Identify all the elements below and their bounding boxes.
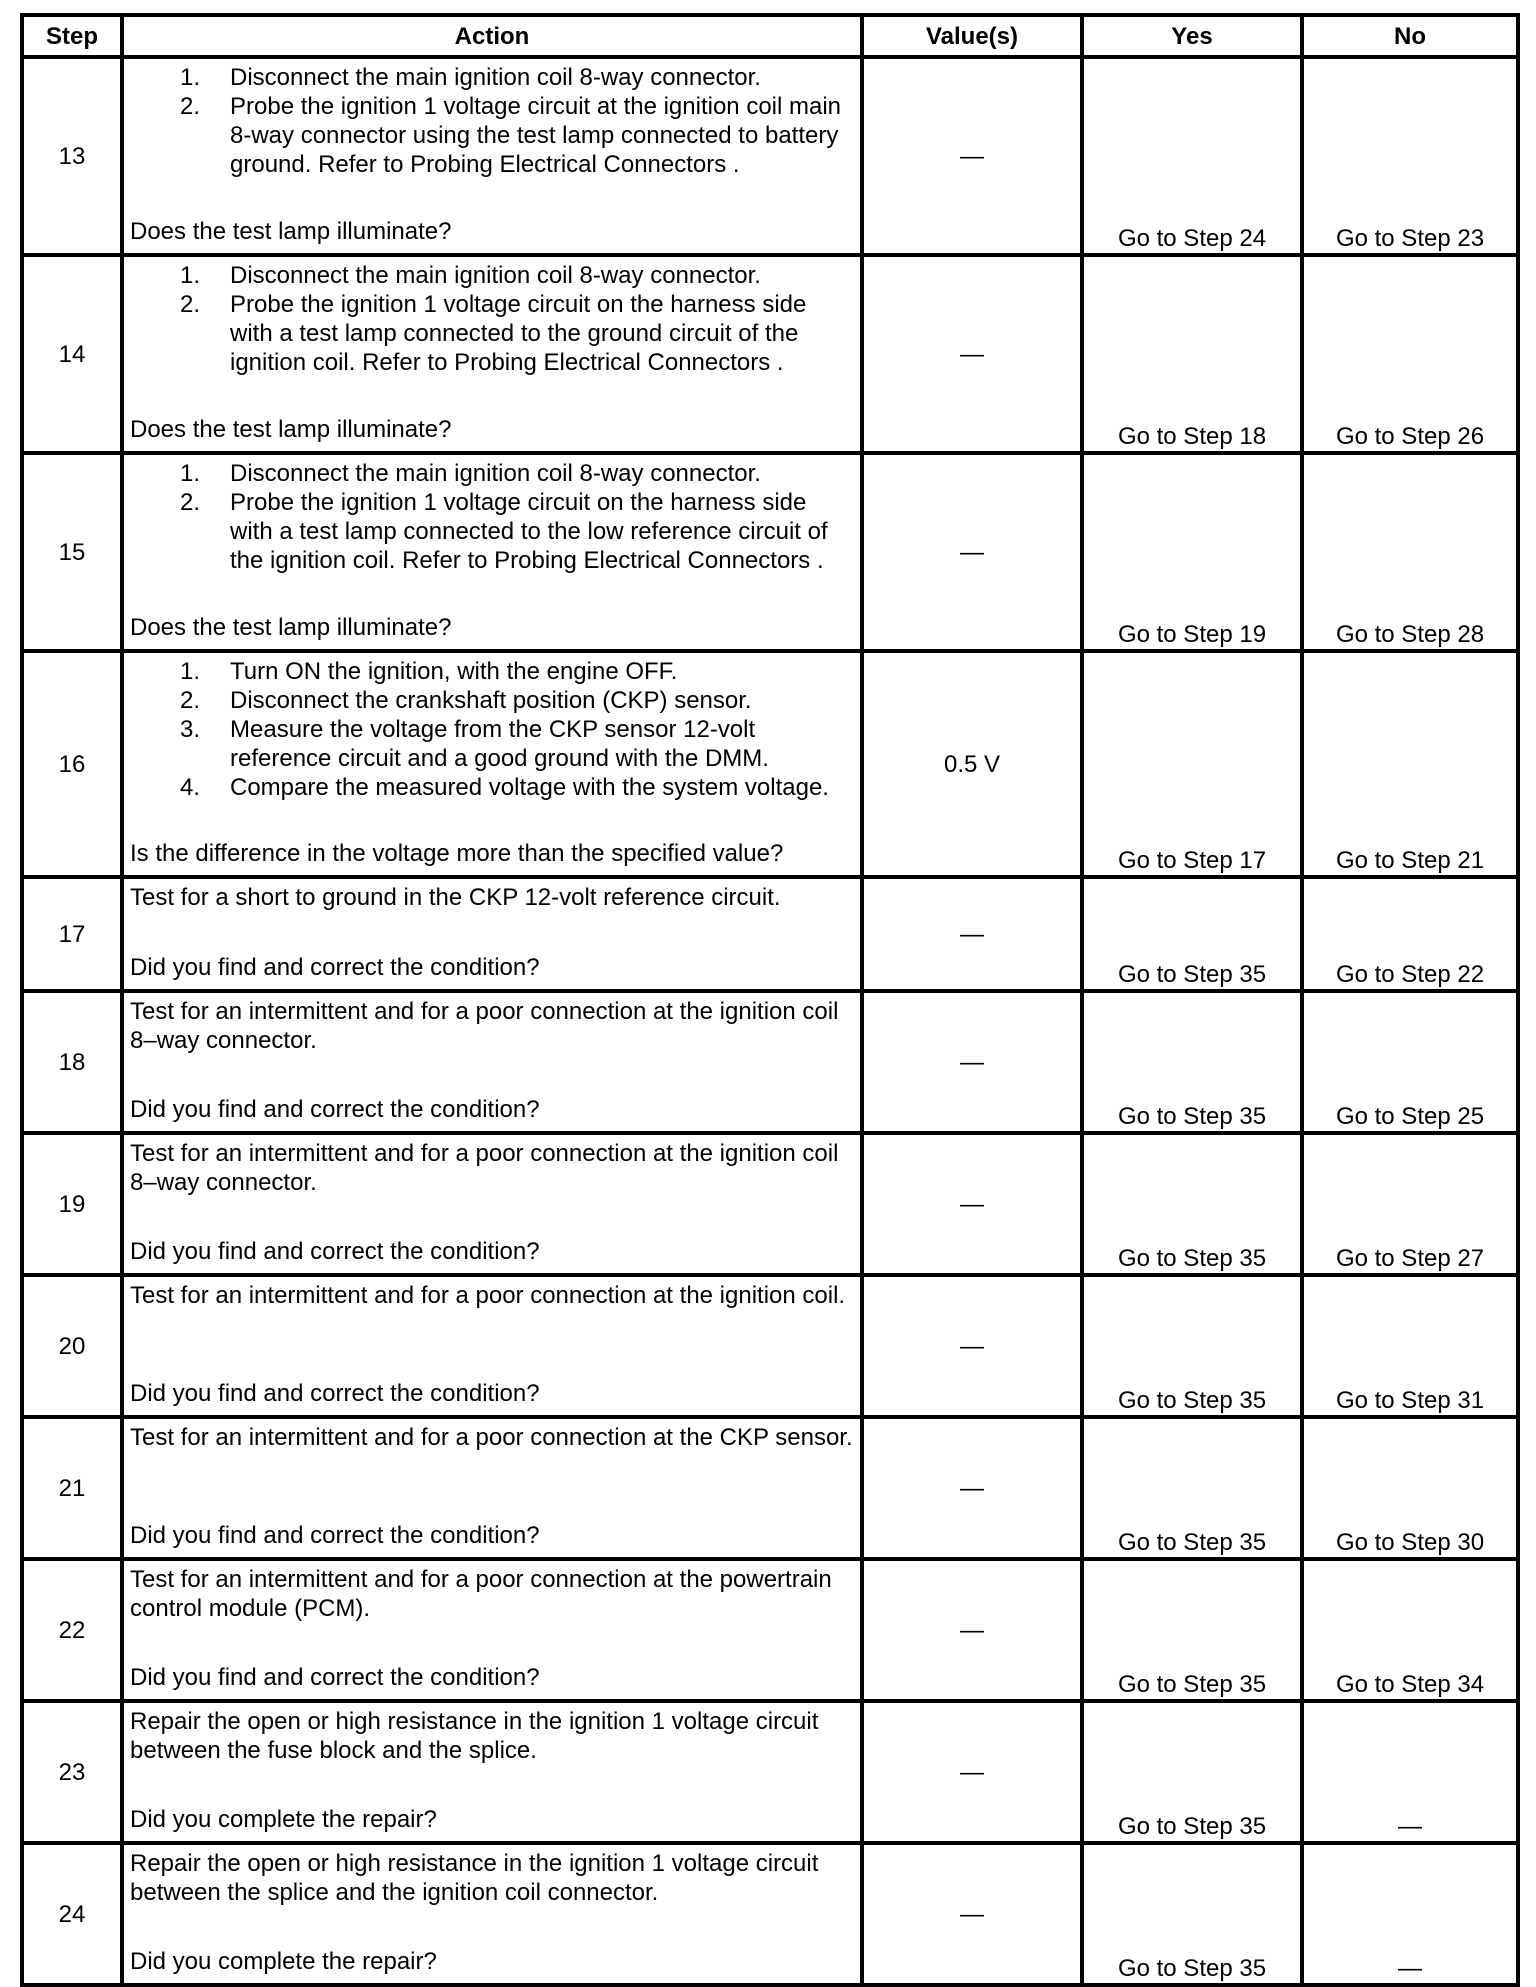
table-row <box>22 1417 1518 1559</box>
step-number: 16 <box>22 651 122 877</box>
action-instructions <box>130 1281 854 1310</box>
list-item-number: 1. <box>180 460 201 487</box>
step-number: 15 <box>22 453 122 651</box>
list-item-number: 2. <box>180 687 201 714</box>
action-question: Did you complete the repair? <box>130 1948 437 1975</box>
header-row <box>22 15 1518 57</box>
list-item <box>130 686 854 715</box>
action-steps-list <box>130 657 854 802</box>
list-item <box>130 459 854 488</box>
value-cell: — <box>862 1417 1082 1559</box>
step-number: 14 <box>22 255 122 453</box>
step-number: 13 <box>22 57 122 255</box>
yes-cell: Go to Step 35 <box>1082 1701 1302 1843</box>
step-number: 19 <box>22 1133 122 1275</box>
yes-cell: Go to Step 17 <box>1082 651 1302 877</box>
action-question: Did you find and correct the condition? <box>130 1664 540 1691</box>
value-cell: — <box>862 991 1082 1133</box>
table-row <box>22 255 1518 453</box>
table-row <box>22 1275 1518 1417</box>
yes-cell: Go to Step 24 <box>1082 57 1302 255</box>
action-instructions <box>130 1849 854 1907</box>
table-row <box>22 57 1518 255</box>
header-no: No <box>1302 15 1518 57</box>
action-instructions <box>130 883 854 912</box>
value-cell: 0.5 V <box>862 651 1082 877</box>
action-cell <box>122 1843 862 1985</box>
action-text: Test for a short to ground in the CKP 12-volt reference circuit. <box>130 884 781 911</box>
action-instructions <box>130 657 854 802</box>
table-row <box>22 1701 1518 1843</box>
table-row <box>22 1559 1518 1701</box>
step-number: 22 <box>22 1559 122 1701</box>
list-item-text: Disconnect the main ignition coil 8-way connector. <box>230 262 761 289</box>
action-instructions <box>130 997 854 1055</box>
value-cell: — <box>862 57 1082 255</box>
action-question: Did you find and correct the condition? <box>130 1238 540 1265</box>
step-number: 21 <box>22 1417 122 1559</box>
table-row <box>22 453 1518 651</box>
yes-cell: Go to Step 18 <box>1082 255 1302 453</box>
action-cell <box>122 991 862 1133</box>
header-action: Action <box>122 15 862 57</box>
value-cell: — <box>862 453 1082 651</box>
action-cell <box>122 1133 862 1275</box>
action-question: Did you find and correct the condition? <box>130 1096 540 1123</box>
no-cell: Go to Step 30 <box>1302 1417 1518 1559</box>
list-item-text: Disconnect the main ignition coil 8-way connector. <box>230 64 761 91</box>
yes-cell: Go to Step 35 <box>1082 1133 1302 1275</box>
action-cell <box>122 255 862 453</box>
diagnostic-table-page <box>20 13 1516 1987</box>
action-content <box>124 879 860 985</box>
table-body <box>22 57 1518 1985</box>
list-item <box>130 773 854 802</box>
no-cell: Go to Step 27 <box>1302 1133 1518 1275</box>
list-item <box>130 715 854 773</box>
action-instructions <box>130 1565 854 1623</box>
action-cell <box>122 1417 862 1559</box>
table-row <box>22 1133 1518 1275</box>
action-cell <box>122 57 862 255</box>
table-row <box>22 991 1518 1133</box>
step-number: 20 <box>22 1275 122 1417</box>
value-cell: — <box>862 255 1082 453</box>
action-text: Repair the open or high resistance in the ignition 1 voltage circuit between the fuse block and the splice. <box>130 1708 819 1764</box>
action-question: Did you find and correct the condition? <box>130 1380 540 1407</box>
action-text: Test for an intermittent and for a poor connection at the ignition coil 8–way connector. <box>130 998 839 1054</box>
action-content <box>124 1845 860 1979</box>
list-item <box>130 261 854 290</box>
action-instructions <box>130 1423 854 1452</box>
no-cell: Go to Step 21 <box>1302 651 1518 877</box>
list-item-number: 3. <box>180 716 201 743</box>
list-item-text: Measure the voltage from the CKP sensor 12-volt reference circuit and a good ground with the DMM. <box>230 716 769 772</box>
action-instructions <box>130 459 854 575</box>
yes-cell: Go to Step 35 <box>1082 1559 1302 1701</box>
step-number: 24 <box>22 1843 122 1985</box>
no-cell: Go to Step 28 <box>1302 453 1518 651</box>
action-content <box>124 1277 860 1411</box>
action-text: Test for an intermittent and for a poor connection at the CKP sensor. <box>130 1424 853 1451</box>
action-question: Does the test lamp illuminate? <box>130 614 452 641</box>
header-values: Value(s) <box>862 15 1082 57</box>
list-item-text: Probe the ignition 1 voltage circuit at the ignition coil main 8-way connector using the test lamp connected to battery ground. Refer to Probing Electrical Connectors . <box>230 93 842 178</box>
action-question: Does the test lamp illuminate? <box>130 416 452 443</box>
table-row <box>22 1843 1518 1985</box>
no-cell: Go to Step 23 <box>1302 57 1518 255</box>
yes-cell: Go to Step 35 <box>1082 991 1302 1133</box>
table-row <box>22 877 1518 991</box>
value-cell: — <box>862 1275 1082 1417</box>
list-item-number: 2. <box>180 291 201 318</box>
header-step: Step <box>22 15 122 57</box>
list-item-text: Probe the ignition 1 voltage circuit on the harness side with a test lamp connected to the low reference circuit of the ignition coil. Refer to Probing Electrical Connectors . <box>230 489 828 574</box>
action-steps-list <box>130 63 854 179</box>
step-number: 17 <box>22 877 122 991</box>
action-instructions <box>130 261 854 377</box>
list-item-number: 2. <box>180 93 201 120</box>
action-content <box>124 257 860 447</box>
list-item-text: Probe the ignition 1 voltage circuit on the harness side with a test lamp connected to the ground circuit of the ignition coil. Refer to Probing Electrical Connectors . <box>230 291 807 376</box>
step-number: 23 <box>22 1701 122 1843</box>
action-question: Did you find and correct the condition? <box>130 1522 540 1549</box>
diagnostic-table <box>20 13 1520 1987</box>
action-content <box>124 1135 860 1269</box>
step-number: 18 <box>22 991 122 1133</box>
table-row <box>22 651 1518 877</box>
action-cell <box>122 453 862 651</box>
no-cell: Go to Step 25 <box>1302 991 1518 1133</box>
list-item-text: Disconnect the main ignition coil 8-way connector. <box>230 460 761 487</box>
action-steps-list <box>130 459 854 575</box>
no-cell: Go to Step 26 <box>1302 255 1518 453</box>
value-cell: — <box>862 1701 1082 1843</box>
value-cell: — <box>862 877 1082 991</box>
action-question: Did you find and correct the condition? <box>130 954 540 981</box>
action-cell <box>122 1275 862 1417</box>
header-yes: Yes <box>1082 15 1302 57</box>
no-cell: — <box>1302 1701 1518 1843</box>
action-instructions <box>130 63 854 179</box>
yes-cell: Go to Step 19 <box>1082 453 1302 651</box>
list-item <box>130 290 854 377</box>
action-text: Repair the open or high resistance in the ignition 1 voltage circuit between the splice and the ignition coil connector. <box>130 1850 819 1906</box>
list-item-text: Compare the measured voltage with the system voltage. <box>230 774 829 801</box>
value-cell: — <box>862 1133 1082 1275</box>
action-steps-list <box>130 261 854 377</box>
action-text: Test for an intermittent and for a poor connection at the ignition coil. <box>130 1282 846 1309</box>
action-content <box>124 455 860 645</box>
action-cell <box>122 651 862 877</box>
action-instructions <box>130 1139 854 1197</box>
action-content <box>124 59 860 249</box>
action-question: Does the test lamp illuminate? <box>130 218 452 245</box>
list-item <box>130 657 854 686</box>
action-content <box>124 1561 860 1695</box>
action-content <box>124 653 860 871</box>
yes-cell: Go to Step 35 <box>1082 1843 1302 1985</box>
action-question: Did you complete the repair? <box>130 1806 437 1833</box>
action-content <box>124 993 860 1127</box>
action-text: Test for an intermittent and for a poor connection at the ignition coil 8–way connector. <box>130 1140 839 1196</box>
no-cell: Go to Step 34 <box>1302 1559 1518 1701</box>
action-cell <box>122 1701 862 1843</box>
no-cell: Go to Step 31 <box>1302 1275 1518 1417</box>
list-item-number: 1. <box>180 64 201 91</box>
action-content <box>124 1419 860 1553</box>
action-cell <box>122 877 862 991</box>
list-item-number: 4. <box>180 774 201 801</box>
action-instructions <box>130 1707 854 1765</box>
yes-cell: Go to Step 35 <box>1082 1417 1302 1559</box>
yes-cell: Go to Step 35 <box>1082 877 1302 991</box>
list-item-text: Turn ON the ignition, with the engine OFF. <box>230 658 678 685</box>
list-item-text: Disconnect the crankshaft position (CKP) sensor. <box>230 687 752 714</box>
action-cell <box>122 1559 862 1701</box>
list-item <box>130 488 854 575</box>
yes-cell: Go to Step 35 <box>1082 1275 1302 1417</box>
action-text: Test for an intermittent and for a poor connection at the powertrain control module (PCM). <box>130 1566 832 1622</box>
action-question: Is the difference in the voltage more than the specified value? <box>130 840 784 867</box>
list-item-number: 1. <box>180 262 201 289</box>
value-cell: — <box>862 1559 1082 1701</box>
no-cell: Go to Step 22 <box>1302 877 1518 991</box>
action-content <box>124 1703 860 1837</box>
list-item-number: 1. <box>180 658 201 685</box>
list-item <box>130 92 854 179</box>
list-item-number: 2. <box>180 489 201 516</box>
list-item <box>130 63 854 92</box>
no-cell: — <box>1302 1843 1518 1985</box>
value-cell: — <box>862 1843 1082 1985</box>
